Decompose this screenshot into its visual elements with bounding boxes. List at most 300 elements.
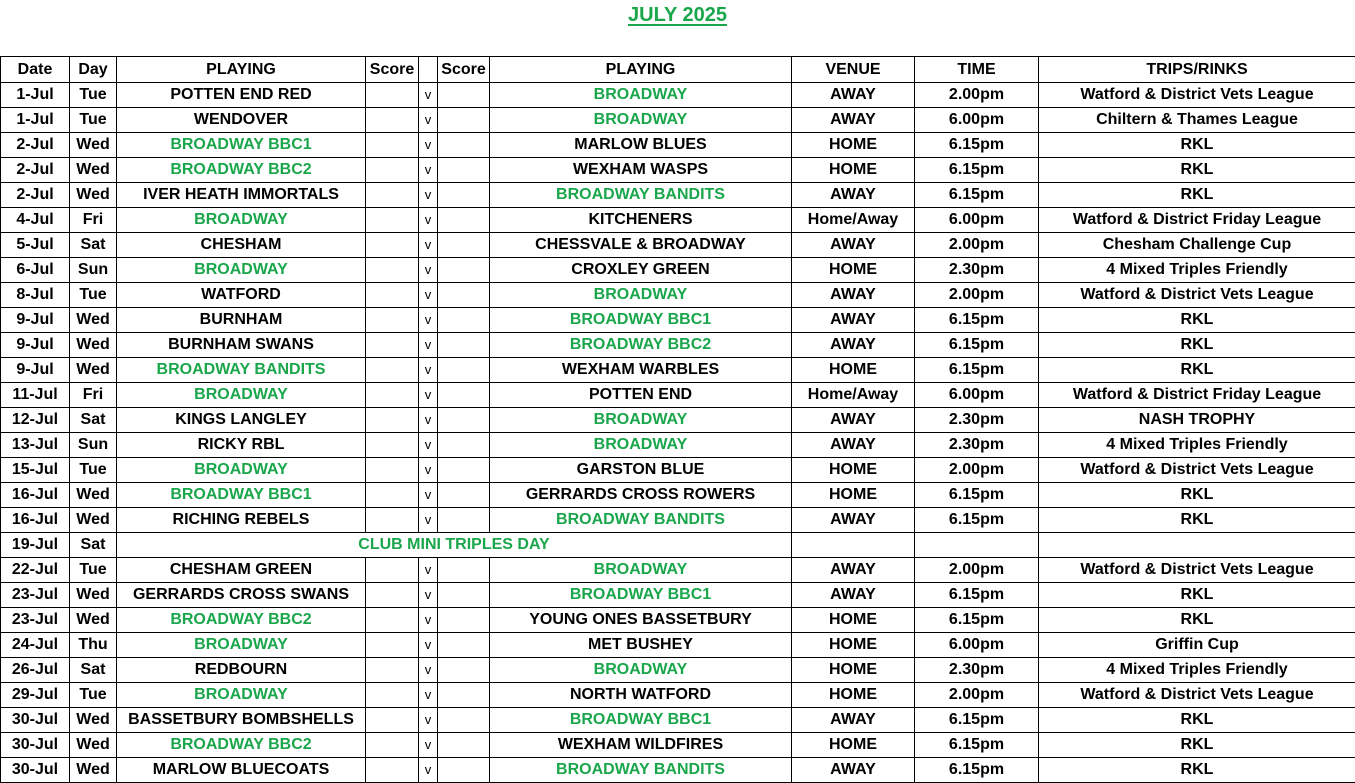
away-score-cell <box>438 108 490 133</box>
trips-cell: RKL <box>1039 333 1355 358</box>
date-cell: 30-Jul <box>1 758 70 783</box>
venue-cell: AWAY <box>792 708 915 733</box>
home-team-cell: BROADWAY <box>117 458 366 483</box>
away-score-cell <box>438 483 490 508</box>
trips-cell: Watford & District Friday League <box>1039 383 1355 408</box>
away-team-cell: BROADWAY BANDITS <box>490 183 792 208</box>
time-cell: 6.15pm <box>915 758 1039 783</box>
home-team-cell: IVER HEATH IMMORTALS <box>117 183 366 208</box>
venue-cell: HOME <box>792 458 915 483</box>
venue-cell: Home/Away <box>792 208 915 233</box>
date-cell: 16-Jul <box>1 508 70 533</box>
trips-cell: RKL <box>1039 358 1355 383</box>
home-team-cell: RICKY RBL <box>117 433 366 458</box>
date-cell: 5-Jul <box>1 233 70 258</box>
venue-cell: AWAY <box>792 283 915 308</box>
away-team-cell: BROADWAY BBC1 <box>490 308 792 333</box>
home-team-cell: RICHING REBELS <box>117 508 366 533</box>
away-team-cell: KITCHENERS <box>490 208 792 233</box>
trips-cell: NASH TROPHY <box>1039 408 1355 433</box>
header-venue: VENUE <box>792 57 915 83</box>
vs-cell: v <box>419 458 438 483</box>
home-score-cell <box>366 383 419 408</box>
home-score-cell <box>366 308 419 333</box>
home-score-cell <box>366 133 419 158</box>
trips-cell: 4 Mixed Triples Friendly <box>1039 433 1355 458</box>
away-team-cell: YOUNG ONES BASSETBURY <box>490 608 792 633</box>
home-score-cell <box>366 508 419 533</box>
home-team-cell: BROADWAY <box>117 258 366 283</box>
trips-cell: RKL <box>1039 308 1355 333</box>
table-row <box>1 83 1355 108</box>
vs-cell: v <box>419 483 438 508</box>
header-playing-home: PLAYING <box>117 57 366 83</box>
vs-cell: v <box>419 158 438 183</box>
vs-cell: v <box>419 583 438 608</box>
away-team-cell: BROADWAY <box>490 408 792 433</box>
home-score-cell <box>366 658 419 683</box>
day-cell: Wed <box>70 608 117 633</box>
page-title: JULY 2025 <box>0 4 1355 27</box>
home-score-cell <box>366 183 419 208</box>
away-team-cell: BROADWAY <box>490 658 792 683</box>
away-team-cell: WEXHAM WILDFIRES <box>490 733 792 758</box>
vs-cell: v <box>419 508 438 533</box>
vs-cell: v <box>419 283 438 308</box>
venue-cell: AWAY <box>792 233 915 258</box>
time-cell: 6.15pm <box>915 333 1039 358</box>
home-score-cell <box>366 683 419 708</box>
table-row <box>1 133 1355 158</box>
time-cell: 2.30pm <box>915 408 1039 433</box>
time-cell: 6.00pm <box>915 383 1039 408</box>
venue-cell: HOME <box>792 133 915 158</box>
header-vs <box>419 57 438 83</box>
trips-cell: Watford & District Vets League <box>1039 683 1355 708</box>
time-cell: 2.00pm <box>915 233 1039 258</box>
date-cell: 8-Jul <box>1 283 70 308</box>
away-team-cell: NORTH WATFORD <box>490 683 792 708</box>
trips-cell: RKL <box>1039 733 1355 758</box>
vs-cell: v <box>419 258 438 283</box>
day-cell: Wed <box>70 333 117 358</box>
vs-cell: v <box>419 183 438 208</box>
table-row <box>1 183 1355 208</box>
day-cell: Sat <box>70 658 117 683</box>
home-score-cell <box>366 258 419 283</box>
venue-cell: HOME <box>792 483 915 508</box>
home-score-cell <box>366 758 419 783</box>
venue-cell: HOME <box>792 158 915 183</box>
away-score-cell <box>438 583 490 608</box>
table-row <box>1 208 1355 233</box>
home-team-cell: BROADWAY BBC2 <box>117 733 366 758</box>
header-time: TIME <box>915 57 1039 83</box>
vs-cell: v <box>419 83 438 108</box>
day-cell: Thu <box>70 633 117 658</box>
away-team-cell: WEXHAM WASPS <box>490 158 792 183</box>
trips-cell: RKL <box>1039 158 1355 183</box>
time-cell: 2.30pm <box>915 658 1039 683</box>
time-cell: 2.30pm <box>915 258 1039 283</box>
date-cell: 29-Jul <box>1 683 70 708</box>
time-cell: 2.00pm <box>915 558 1039 583</box>
trips-cell: 4 Mixed Triples Friendly <box>1039 658 1355 683</box>
away-team-cell: WEXHAM WARBLES <box>490 358 792 383</box>
vs-cell: v <box>419 633 438 658</box>
trips-cell: Watford & District Vets League <box>1039 283 1355 308</box>
away-score-cell <box>438 233 490 258</box>
time-cell: 6.15pm <box>915 183 1039 208</box>
header-day: Day <box>70 57 117 83</box>
date-cell: 4-Jul <box>1 208 70 233</box>
table-row <box>1 333 1355 358</box>
table-row <box>1 383 1355 408</box>
vs-cell: v <box>419 558 438 583</box>
away-score-cell <box>438 83 490 108</box>
table-row <box>1 483 1355 508</box>
date-cell: 2-Jul <box>1 133 70 158</box>
venue-cell: AWAY <box>792 333 915 358</box>
away-score-cell <box>438 308 490 333</box>
away-score-cell <box>438 333 490 358</box>
away-team-cell: BROADWAY <box>490 558 792 583</box>
home-score-cell <box>366 458 419 483</box>
time-cell: 2.00pm <box>915 283 1039 308</box>
venue-cell: AWAY <box>792 108 915 133</box>
home-score-cell <box>366 708 419 733</box>
time-cell: 6.15pm <box>915 483 1039 508</box>
home-score-cell <box>366 583 419 608</box>
table-row <box>1 683 1355 708</box>
venue-cell <box>792 533 915 558</box>
away-score-cell <box>438 508 490 533</box>
trips-cell: Watford & District Vets League <box>1039 458 1355 483</box>
time-cell: 6.15pm <box>915 708 1039 733</box>
trips-cell: Chiltern & Thames League <box>1039 108 1355 133</box>
vs-cell: v <box>419 233 438 258</box>
away-team-cell: CROXLEY GREEN <box>490 258 792 283</box>
home-team-cell: BROADWAY BANDITS <box>117 358 366 383</box>
away-score-cell <box>438 433 490 458</box>
away-team-cell: BROADWAY <box>490 83 792 108</box>
away-team-cell: BROADWAY BANDITS <box>490 758 792 783</box>
date-cell: 16-Jul <box>1 483 70 508</box>
trips-cell: RKL <box>1039 608 1355 633</box>
home-team-cell: BROADWAY <box>117 683 366 708</box>
home-team-cell: POTTEN END RED <box>117 83 366 108</box>
vs-cell: v <box>419 408 438 433</box>
time-cell: 2.00pm <box>915 83 1039 108</box>
venue-cell: AWAY <box>792 558 915 583</box>
home-score-cell <box>366 558 419 583</box>
home-team-cell: BROADWAY <box>117 208 366 233</box>
away-score-cell <box>438 758 490 783</box>
day-cell: Sun <box>70 433 117 458</box>
vs-cell: v <box>419 708 438 733</box>
venue-cell: HOME <box>792 683 915 708</box>
away-score-cell <box>438 733 490 758</box>
trips-cell: RKL <box>1039 483 1355 508</box>
date-cell: 13-Jul <box>1 433 70 458</box>
header-trips: TRIPS/RINKS <box>1039 57 1355 83</box>
home-score-cell <box>366 408 419 433</box>
home-score-cell <box>366 433 419 458</box>
date-cell: 2-Jul <box>1 183 70 208</box>
trips-cell: RKL <box>1039 758 1355 783</box>
venue-cell: AWAY <box>792 183 915 208</box>
time-cell: 2.00pm <box>915 683 1039 708</box>
fixtures-body <box>1 83 1355 783</box>
trips-cell: Watford & District Friday League <box>1039 208 1355 233</box>
time-cell: 6.15pm <box>915 358 1039 383</box>
time-cell: 6.00pm <box>915 108 1039 133</box>
away-score-cell <box>438 608 490 633</box>
away-team-cell: BROADWAY BBC1 <box>490 583 792 608</box>
away-score-cell <box>438 558 490 583</box>
time-cell: 6.15pm <box>915 508 1039 533</box>
table-row <box>1 308 1355 333</box>
home-team-cell: BROADWAY BBC1 <box>117 133 366 158</box>
trips-cell: Chesham Challenge Cup <box>1039 233 1355 258</box>
away-team-cell: MARLOW BLUES <box>490 133 792 158</box>
venue-cell: AWAY <box>792 433 915 458</box>
date-cell: 30-Jul <box>1 708 70 733</box>
day-cell: Sun <box>70 258 117 283</box>
date-cell: 11-Jul <box>1 383 70 408</box>
header-score-away: Score <box>438 57 490 83</box>
trips-cell: RKL <box>1039 583 1355 608</box>
table-row <box>1 408 1355 433</box>
away-team-cell: BROADWAY BANDITS <box>490 508 792 533</box>
day-cell: Wed <box>70 708 117 733</box>
date-cell: 12-Jul <box>1 408 70 433</box>
day-cell: Tue <box>70 83 117 108</box>
table-row <box>1 608 1355 633</box>
venue-cell: AWAY <box>792 583 915 608</box>
day-cell: Sat <box>70 533 117 558</box>
vs-cell: v <box>419 683 438 708</box>
date-cell: 19-Jul <box>1 533 70 558</box>
day-cell: Fri <box>70 383 117 408</box>
away-team-cell: GERRARDS CROSS ROWERS <box>490 483 792 508</box>
home-score-cell <box>366 208 419 233</box>
away-team-cell: MET BUSHEY <box>490 633 792 658</box>
trips-cell: RKL <box>1039 133 1355 158</box>
away-team-cell: BROADWAY <box>490 108 792 133</box>
day-cell: Tue <box>70 108 117 133</box>
home-team-cell: CHESHAM <box>117 233 366 258</box>
time-cell: 6.15pm <box>915 608 1039 633</box>
day-cell: Wed <box>70 133 117 158</box>
time-cell: 6.15pm <box>915 308 1039 333</box>
day-cell: Wed <box>70 508 117 533</box>
away-score-cell <box>438 358 490 383</box>
home-team-cell: WENDOVER <box>117 108 366 133</box>
table-row <box>1 583 1355 608</box>
venue-cell: HOME <box>792 633 915 658</box>
day-cell: Wed <box>70 733 117 758</box>
away-score-cell <box>438 258 490 283</box>
table-row <box>1 758 1355 783</box>
venue-cell: AWAY <box>792 408 915 433</box>
vs-cell: v <box>419 383 438 408</box>
home-score-cell <box>366 233 419 258</box>
date-cell: 9-Jul <box>1 333 70 358</box>
home-team-cell: BURNHAM SWANS <box>117 333 366 358</box>
home-team-cell: BROADWAY BBC2 <box>117 158 366 183</box>
day-cell: Tue <box>70 558 117 583</box>
away-score-cell <box>438 208 490 233</box>
home-team-cell: BROADWAY <box>117 633 366 658</box>
home-team-cell: WATFORD <box>117 283 366 308</box>
date-cell: 30-Jul <box>1 733 70 758</box>
table-row <box>1 708 1355 733</box>
time-cell: 6.00pm <box>915 633 1039 658</box>
time-cell: 6.15pm <box>915 583 1039 608</box>
vs-cell: v <box>419 658 438 683</box>
venue-cell: AWAY <box>792 83 915 108</box>
table-row <box>1 258 1355 283</box>
vs-cell: v <box>419 308 438 333</box>
trips-cell: Watford & District Vets League <box>1039 558 1355 583</box>
home-score-cell <box>366 633 419 658</box>
away-score-cell <box>438 383 490 408</box>
trips-cell: RKL <box>1039 508 1355 533</box>
vs-cell: v <box>419 733 438 758</box>
day-cell: Tue <box>70 283 117 308</box>
date-cell: 15-Jul <box>1 458 70 483</box>
venue-cell: HOME <box>792 258 915 283</box>
vs-cell: v <box>419 333 438 358</box>
header-score-home: Score <box>366 57 419 83</box>
day-cell: Wed <box>70 158 117 183</box>
day-cell: Wed <box>70 758 117 783</box>
day-cell: Sat <box>70 408 117 433</box>
trips-cell: 4 Mixed Triples Friendly <box>1039 258 1355 283</box>
day-cell: Fri <box>70 208 117 233</box>
away-team-cell: BROADWAY BBC1 <box>490 708 792 733</box>
trips-cell <box>1039 533 1355 558</box>
venue-cell: AWAY <box>792 508 915 533</box>
away-score-cell <box>438 283 490 308</box>
header-date: Date <box>1 57 70 83</box>
away-score-cell <box>438 683 490 708</box>
away-score-cell <box>438 158 490 183</box>
vs-cell: v <box>419 208 438 233</box>
time-cell: 6.15pm <box>915 733 1039 758</box>
away-team-cell: CHESSVALE & BROADWAY <box>490 233 792 258</box>
venue-cell: HOME <box>792 358 915 383</box>
table-row <box>1 633 1355 658</box>
table-row <box>1 233 1355 258</box>
venue-cell: AWAY <box>792 308 915 333</box>
vs-cell: v <box>419 108 438 133</box>
away-team-cell: BROADWAY BBC2 <box>490 333 792 358</box>
date-cell: 23-Jul <box>1 583 70 608</box>
trips-cell: RKL <box>1039 183 1355 208</box>
away-score-cell <box>438 408 490 433</box>
vs-cell: v <box>419 608 438 633</box>
day-cell: Wed <box>70 358 117 383</box>
away-team-cell: BROADWAY <box>490 283 792 308</box>
home-team-cell: BASSETBURY BOMBSHELLS <box>117 708 366 733</box>
trips-cell: Watford & District Vets League <box>1039 83 1355 108</box>
day-cell: Wed <box>70 308 117 333</box>
home-team-cell: KINGS LANGLEY <box>117 408 366 433</box>
day-cell: Sat <box>70 233 117 258</box>
home-score-cell <box>366 83 419 108</box>
day-cell: Wed <box>70 583 117 608</box>
table-row <box>1 158 1355 183</box>
time-cell: 6.00pm <box>915 208 1039 233</box>
home-score-cell <box>366 108 419 133</box>
away-score-cell <box>438 458 490 483</box>
away-score-cell <box>438 133 490 158</box>
time-cell: 2.30pm <box>915 433 1039 458</box>
trips-cell: RKL <box>1039 708 1355 733</box>
home-score-cell <box>366 483 419 508</box>
home-team-cell: CHESHAM GREEN <box>117 558 366 583</box>
home-team-cell: BURNHAM <box>117 308 366 333</box>
home-team-cell: BROADWAY BBC2 <box>117 608 366 633</box>
away-team-cell: GARSTON BLUE <box>490 458 792 483</box>
table-row <box>1 358 1355 383</box>
date-cell: 26-Jul <box>1 658 70 683</box>
date-cell: 6-Jul <box>1 258 70 283</box>
home-team-cell: BROADWAY <box>117 383 366 408</box>
date-cell: 9-Jul <box>1 358 70 383</box>
time-cell: 6.15pm <box>915 158 1039 183</box>
day-cell: Tue <box>70 683 117 708</box>
home-score-cell <box>366 358 419 383</box>
away-score-cell <box>438 633 490 658</box>
day-cell: Tue <box>70 458 117 483</box>
event-cell: CLUB MINI TRIPLES DAY <box>117 533 792 558</box>
vs-cell: v <box>419 758 438 783</box>
date-cell: 22-Jul <box>1 558 70 583</box>
home-score-cell <box>366 333 419 358</box>
away-team-cell: POTTEN END <box>490 383 792 408</box>
vs-cell: v <box>419 358 438 383</box>
home-score-cell <box>366 733 419 758</box>
table-row <box>1 533 1355 558</box>
vs-cell: v <box>419 133 438 158</box>
away-team-cell: BROADWAY <box>490 433 792 458</box>
date-cell: 9-Jul <box>1 308 70 333</box>
day-cell: Wed <box>70 183 117 208</box>
table-row <box>1 558 1355 583</box>
table-row <box>1 658 1355 683</box>
table-row <box>1 508 1355 533</box>
away-score-cell <box>438 183 490 208</box>
table-row <box>1 733 1355 758</box>
time-cell <box>915 533 1039 558</box>
date-cell: 2-Jul <box>1 158 70 183</box>
time-cell: 2.00pm <box>915 458 1039 483</box>
table-row <box>1 283 1355 308</box>
home-score-cell <box>366 608 419 633</box>
home-team-cell: GERRARDS CROSS SWANS <box>117 583 366 608</box>
fixtures-table <box>0 56 1355 783</box>
day-cell: Wed <box>70 483 117 508</box>
vs-cell: v <box>419 433 438 458</box>
header-row <box>1 57 1355 83</box>
home-score-cell <box>366 283 419 308</box>
date-cell: 24-Jul <box>1 633 70 658</box>
away-score-cell <box>438 658 490 683</box>
home-team-cell: REDBOURN <box>117 658 366 683</box>
